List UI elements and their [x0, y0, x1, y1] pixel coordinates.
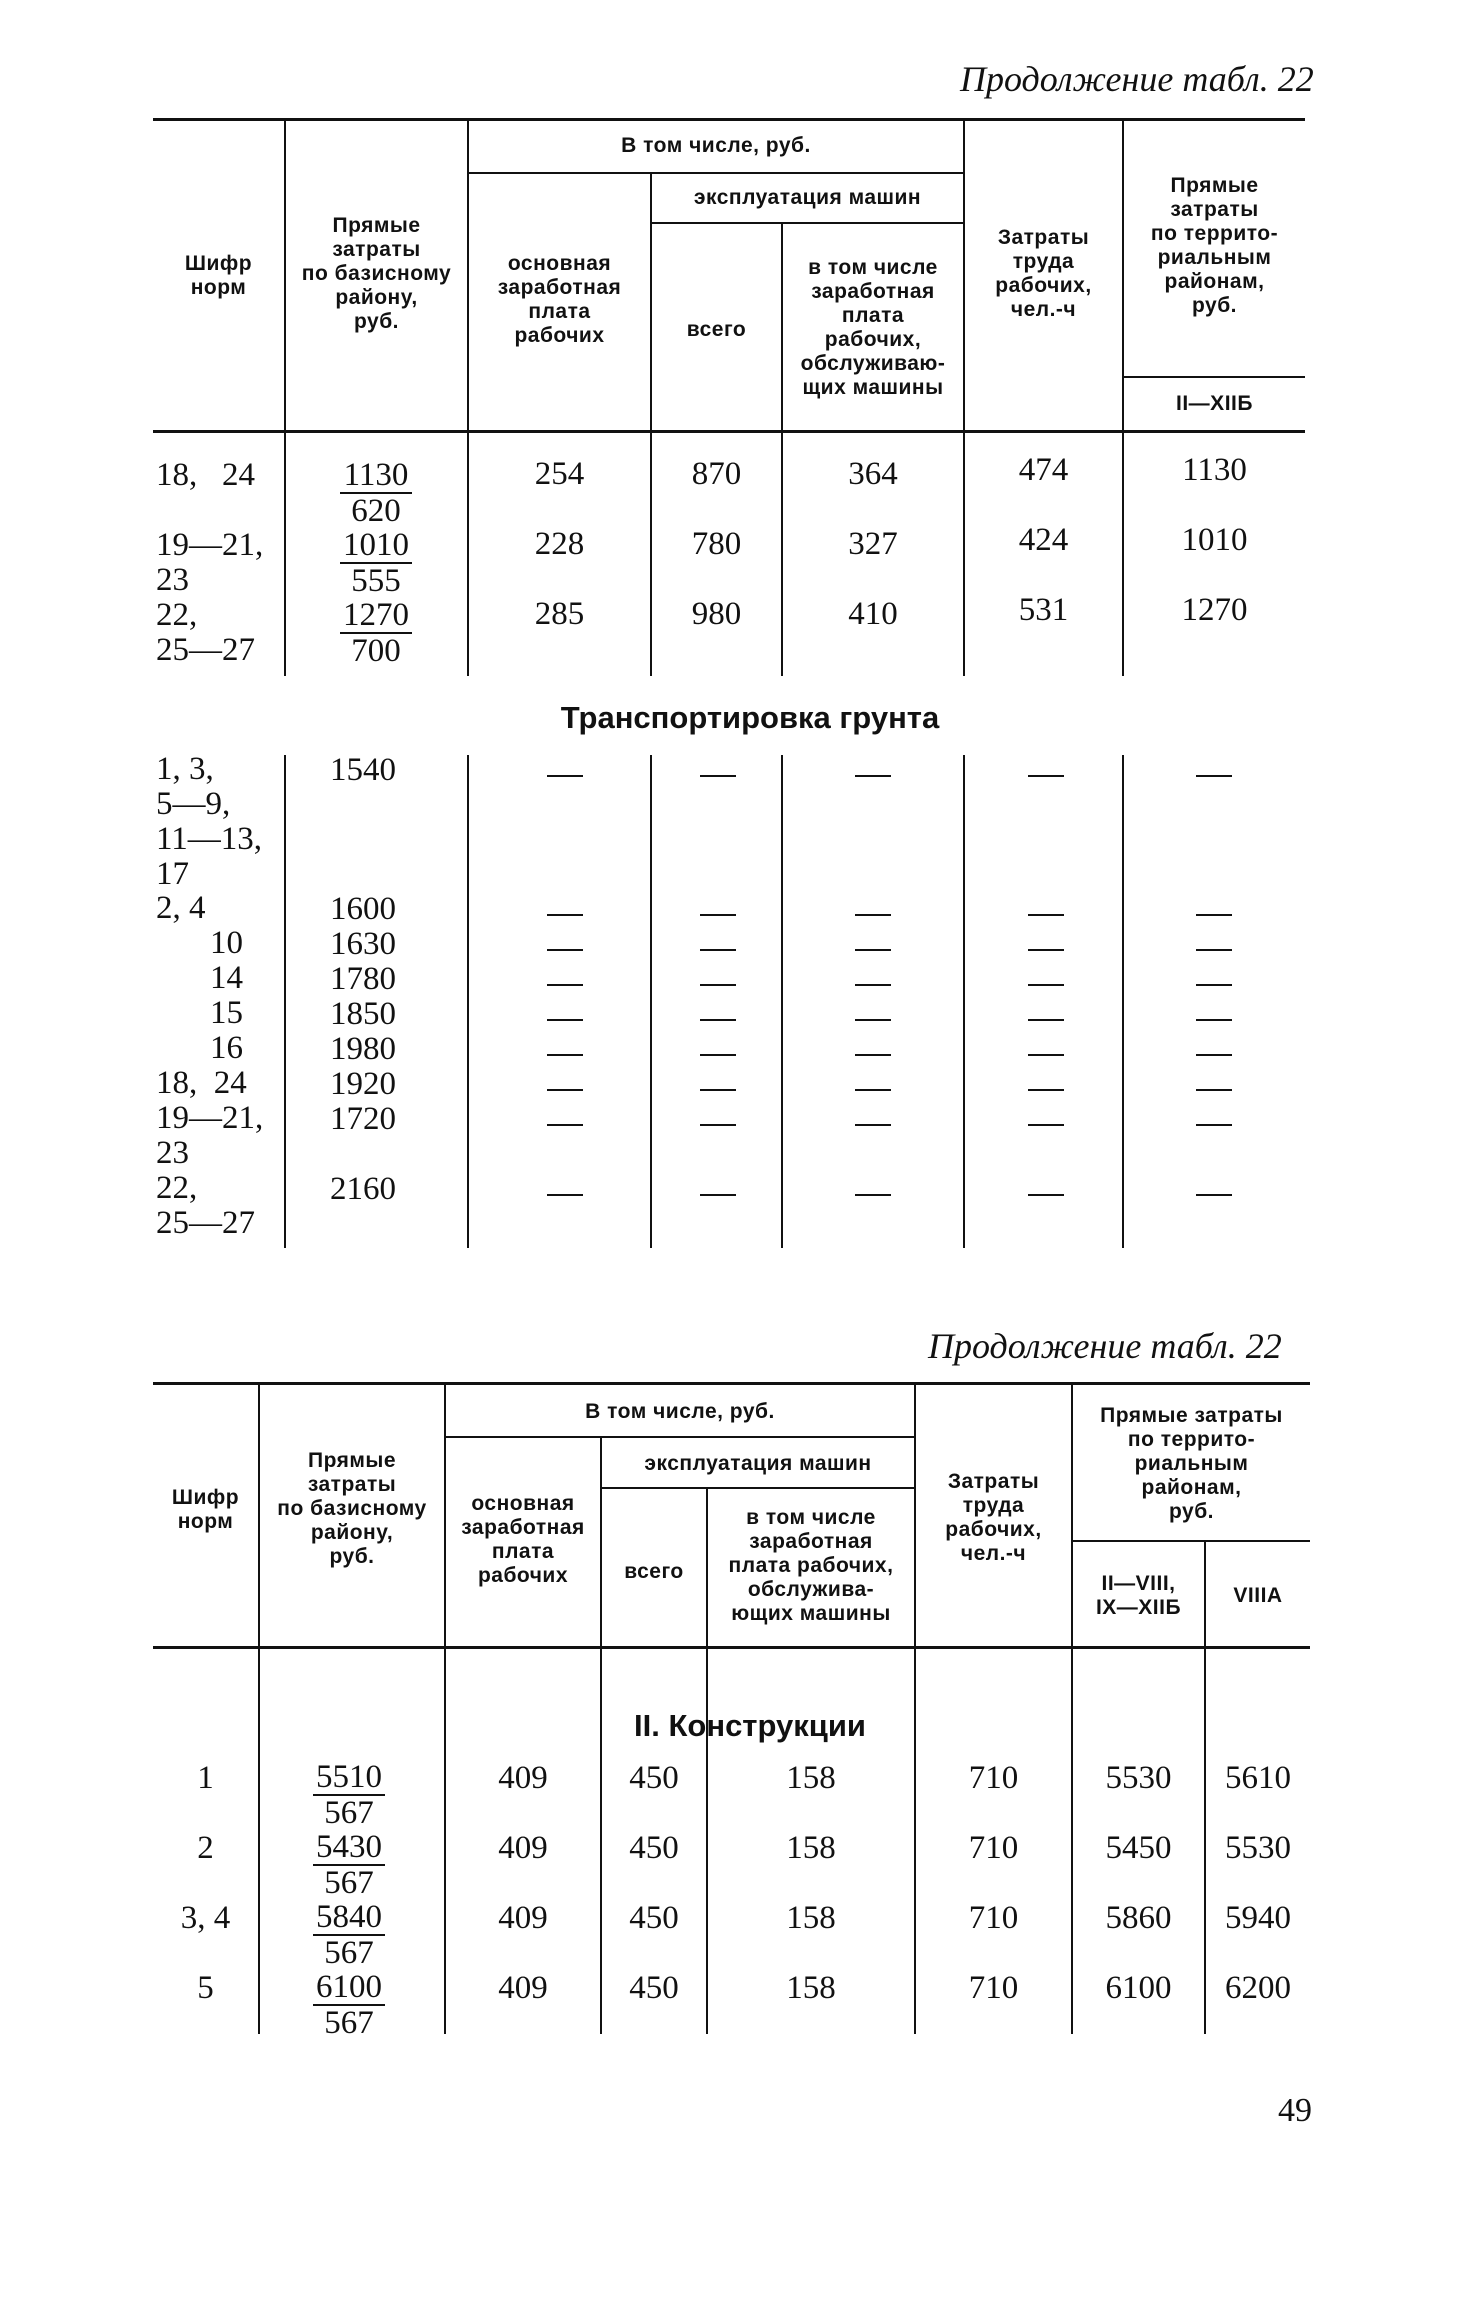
row-labor: 710 [968, 1760, 1019, 1796]
dash-mark [700, 775, 736, 777]
table2-territorial-rule [1071, 1540, 1310, 1542]
row-wage: 409 [498, 1970, 548, 2006]
direct-top: 5430 [313, 1830, 385, 1866]
dash-mark [855, 775, 891, 777]
table1-header-total: всего [686, 318, 747, 341]
dash-mark [855, 1019, 891, 1021]
table1-header-code: Шифр норм [184, 252, 253, 299]
row-region2: 5530 [1225, 1830, 1291, 1866]
row-total: 450 [629, 1830, 679, 1866]
transport-value: 1720 [330, 1101, 396, 1137]
dash-mark [855, 914, 891, 916]
table2-header-region2: VIIIА [1233, 1584, 1283, 1607]
transport-value: 1540 [330, 752, 396, 788]
dash-mark [1028, 1019, 1064, 1021]
dash-mark [700, 984, 736, 986]
table1-top-rule [153, 118, 1305, 121]
dash-mark [700, 914, 736, 916]
transport-vline-2 [467, 755, 469, 1248]
row-code: 18, 24 [156, 457, 255, 493]
row-labor: 710 [968, 1900, 1019, 1936]
direct-top: 5840 [313, 1900, 385, 1936]
row-labor: 424 [1018, 522, 1069, 558]
transport-vline-3 [650, 755, 652, 1248]
direct-bottom: 567 [324, 1795, 374, 1831]
row-total: 980 [691, 596, 742, 632]
transport-code: 14 [210, 960, 243, 996]
dash-mark [700, 1194, 736, 1196]
dash-mark [855, 1124, 891, 1126]
row-territorial: 1010 [1181, 522, 1248, 558]
table1-vline-2 [467, 120, 469, 676]
table1-incl-rule [467, 172, 963, 174]
direct-top: 1130 [340, 458, 412, 494]
row-machine-wage: 158 [786, 1830, 836, 1866]
dash-mark [1028, 914, 1064, 916]
row-machine-wage: 410 [848, 596, 898, 632]
dash-mark [700, 1089, 736, 1091]
transport-code: 1, 3, 5—9, 11—13, 17 [156, 751, 263, 892]
direct-bottom: 555 [351, 563, 401, 599]
dash-mark [1196, 775, 1232, 777]
table2-header-incl: В том числе, руб. [585, 1400, 775, 1423]
table2-header-territorial: Прямые затраты по террито- риальным районам, руб. [1100, 1404, 1283, 1523]
table1-territorial-rule [1122, 376, 1305, 378]
row-wage: 409 [498, 1900, 548, 1936]
direct-bottom: 567 [324, 1865, 374, 1901]
table1-header-machine: эксплуатация машин [693, 186, 922, 209]
table1-header-direct: Прямые затраты по базисному району, руб. [301, 214, 452, 333]
row-machine-wage: 158 [786, 1970, 836, 2006]
transport-code: 18, 24 [156, 1065, 247, 1101]
direct-top: 6100 [313, 1970, 385, 2006]
row-code: 5 [197, 1970, 214, 2006]
dash-mark [547, 775, 583, 777]
row-total: 780 [691, 526, 742, 562]
dash-mark [547, 1194, 583, 1196]
transport-value: 1850 [330, 996, 396, 1032]
row-direct-fraction [313, 1900, 385, 1970]
table1-header-labor: Затраты труда рабочих, чел.-ч [995, 226, 1092, 321]
row-region2: 5610 [1225, 1760, 1291, 1796]
dash-mark [855, 1054, 891, 1056]
row-code: 1 [197, 1760, 214, 1796]
dash-mark [700, 1019, 736, 1021]
direct-bottom: 620 [351, 493, 401, 529]
row-direct-fraction [313, 1760, 385, 1830]
transport-section-title: Транспортировка грунта [560, 700, 940, 735]
table1-header-incl: В том числе, руб. [621, 134, 811, 157]
row-direct-fraction [313, 1970, 385, 2040]
row-territorial: 1130 [1182, 452, 1247, 488]
dash-mark [1196, 1019, 1232, 1021]
row-wage: 285 [534, 596, 585, 632]
table1-vline-1 [284, 120, 286, 676]
row-wage: 254 [534, 456, 585, 492]
dash-mark [1196, 1054, 1232, 1056]
row-code: 19—21, 23 [156, 527, 264, 598]
transport-value: 1600 [330, 891, 396, 927]
transport-vline-5 [963, 755, 965, 1248]
row-total: 450 [629, 1760, 679, 1796]
dash-mark [700, 1054, 736, 1056]
constructions-section-title: II. Конструкции [634, 1708, 866, 1743]
row-territorial: 1270 [1181, 592, 1248, 628]
dash-mark [1196, 1089, 1232, 1091]
dash-mark [855, 1194, 891, 1196]
row-code: 3, 4 [180, 1900, 231, 1936]
row-region2: 6200 [1225, 1970, 1291, 2006]
table2-header-bottom-rule [153, 1646, 1310, 1649]
row-direct-fraction [313, 1830, 385, 1900]
dash-mark [700, 949, 736, 951]
row-total: 450 [629, 1900, 679, 1936]
direct-top: 5510 [313, 1760, 385, 1796]
dash-mark [1028, 1089, 1064, 1091]
transport-code: 22, 25—27 [156, 1170, 255, 1241]
table1-header-bottom-rule [153, 430, 1305, 433]
row-machine-wage: 158 [786, 1900, 836, 1936]
direct-bottom: 567 [324, 2005, 374, 2041]
table2-header-code: Шифр норм [171, 1486, 240, 1533]
dash-mark [547, 1054, 583, 1056]
table1-header-region: II—XIIБ [1176, 392, 1253, 415]
transport-vline-6 [1122, 755, 1124, 1248]
row-wage: 228 [534, 526, 585, 562]
transport-vline-4 [781, 755, 783, 1248]
row-labor: 710 [968, 1970, 1019, 2006]
table2-header-machine: эксплуатация машин [644, 1452, 872, 1475]
table2-machine-rule [600, 1487, 914, 1489]
table2-header-total: всего [624, 1560, 684, 1583]
row-region1: 5450 [1105, 1830, 1172, 1866]
dash-mark [1196, 949, 1232, 951]
dash-mark [855, 949, 891, 951]
dash-mark [547, 914, 583, 916]
transport-value: 1980 [330, 1031, 396, 1067]
dash-mark [1196, 984, 1232, 986]
row-region1: 5860 [1105, 1900, 1172, 1936]
transport-code: 2, 4 [156, 890, 206, 926]
table2-incl-rule [444, 1436, 914, 1438]
row-region1: 6100 [1105, 1970, 1172, 2006]
dash-mark [1028, 775, 1064, 777]
table2-header-wage: основная заработная плата рабочих [461, 1492, 585, 1587]
page-number: 49 [1278, 2092, 1312, 2129]
direct-bottom: 567 [324, 1935, 374, 1971]
row-machine-wage: 158 [786, 1760, 836, 1796]
dash-mark [1028, 1194, 1064, 1196]
row-labor: 710 [968, 1830, 1019, 1866]
table2-header-region1: II—VIII, IX—XIIБ [1095, 1572, 1182, 1619]
dash-mark [855, 1089, 891, 1091]
row-wage: 409 [498, 1830, 548, 1866]
table2-top-rule [153, 1382, 1310, 1385]
row-wage: 409 [498, 1760, 548, 1796]
direct-top: 1010 [340, 528, 412, 564]
transport-code: 15 [210, 995, 243, 1031]
table1-header-wage: основная заработная плата рабочих [497, 252, 622, 347]
transport-value: 1920 [330, 1066, 396, 1102]
dash-mark [1196, 914, 1232, 916]
table2-header-machine-wage: в том числе заработная плата рабочих, обслужива- ющих машины [728, 1506, 894, 1625]
transport-value: 1780 [330, 961, 396, 997]
row-region1: 5530 [1105, 1760, 1172, 1796]
transport-code: 10 [210, 925, 243, 961]
dash-mark [547, 1124, 583, 1126]
dash-mark [1196, 1124, 1232, 1126]
direct-top: 1270 [340, 598, 412, 634]
dash-mark [547, 949, 583, 951]
dash-mark [547, 984, 583, 986]
transport-code: 19—21, 23 [156, 1100, 264, 1171]
dash-mark [1028, 984, 1064, 986]
row-code: 2 [197, 1830, 214, 1866]
row-total: 870 [691, 456, 742, 492]
row-total: 450 [629, 1970, 679, 2006]
dash-mark [1028, 949, 1064, 951]
dash-mark [700, 1124, 736, 1126]
table1-header-territorial: Прямые затраты по террито- риальным районам, руб. [1150, 174, 1279, 317]
dash-mark [855, 984, 891, 986]
table1-continuation: Продолжение табл. 22 [960, 59, 1314, 99]
row-direct-fraction [340, 598, 412, 668]
dash-mark [1028, 1054, 1064, 1056]
row-direct-fraction [340, 528, 412, 598]
row-machine-wage: 364 [848, 456, 898, 492]
row-machine-wage: 327 [848, 526, 898, 562]
transport-value: 2160 [330, 1171, 396, 1207]
dash-mark [547, 1019, 583, 1021]
direct-bottom: 700 [351, 633, 401, 669]
transport-code: 16 [210, 1030, 243, 1066]
table1-header-machine-wage: в том числе заработная плата рабочих, обслуживаю- щих машины [800, 256, 946, 399]
table1-machine-rule [650, 222, 963, 224]
dash-mark [547, 1089, 583, 1091]
table2-header-direct: Прямые затраты по базисному району, руб. [277, 1449, 427, 1568]
row-code: 22, 25—27 [156, 597, 255, 668]
transport-vline-1 [284, 755, 286, 1248]
table2-header-labor: Затраты труда рабочих, чел.-ч [945, 1470, 1042, 1565]
row-labor: 531 [1018, 592, 1069, 628]
transport-value: 1630 [330, 926, 396, 962]
row-labor: 474 [1018, 452, 1069, 488]
dash-mark [1028, 1124, 1064, 1126]
row-direct-fraction [340, 458, 412, 528]
row-region2: 5940 [1225, 1900, 1291, 1936]
dash-mark [1196, 1194, 1232, 1196]
table2-continuation: Продолжение табл. 22 [928, 1326, 1282, 1366]
